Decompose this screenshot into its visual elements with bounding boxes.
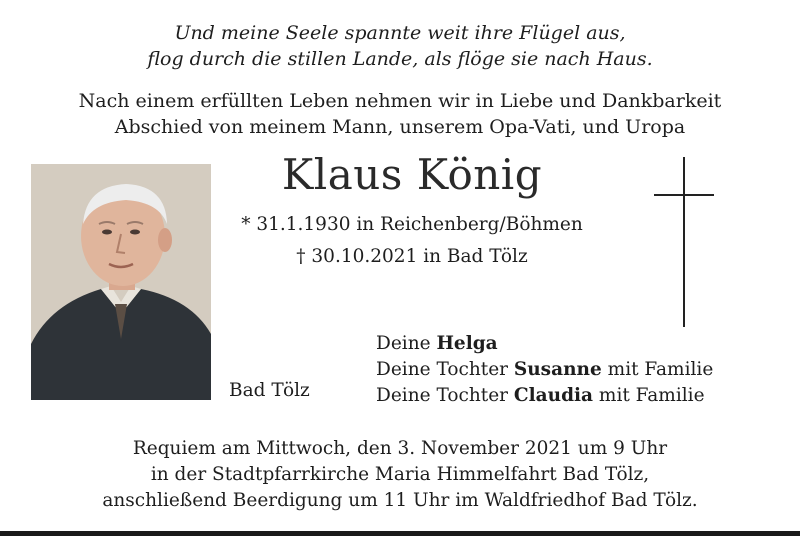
requiem-line-1: Requiem am Mittwoch, den 3. November 2021 um 9 Uhr [132,438,668,459]
family-line-1: Deine Helga [376,333,498,354]
birth-date: * 31.1.1930 in Reichenberg/Böhmen [241,214,583,235]
deceased-name: Klaus König [281,150,543,199]
intro-text [0,88,800,140]
death-date: † 30.10.2021 in Bad Tölz [296,246,528,267]
family-name-2: Susanne [513,359,602,380]
poem-verse [0,20,800,72]
requiem-line-2: in der Stadtpfarrkirche Maria Himmelfahrt Bad Tölz, [150,464,650,485]
bottom-border [0,531,800,536]
requiem-line-3: anschließend Beerdigung um 11 Uhr im Waldfriedhof Bad Tölz. [102,490,698,511]
cross-icon [654,157,714,327]
family-list [376,331,713,409]
family-name-1: Helga [436,333,498,354]
poem-line-1: Und meine Seele spannte weit ihre Flügel aus, [174,22,626,44]
family-name-3: Claudia [513,385,594,406]
requiem-info [0,436,800,514]
intro-line-1: Nach einem erfüllten Leben nehmen wir in Liebe und Dankbarkeit [78,90,722,112]
portrait-illustration [31,164,211,400]
place-label: Bad Tölz [229,380,310,401]
poem-line-2: flog durch die stillen Lande, als flöge sie nach Haus. [147,48,653,70]
portrait-photo [31,164,211,400]
intro-line-2: Abschied von meinem Mann, unserem Opa-Vati, und Uropa [114,116,686,138]
family-line-2: Deine Tochter Susanne mit Familie [376,359,714,380]
family-line-3: Deine Tochter Claudia mit Familie [376,385,705,406]
